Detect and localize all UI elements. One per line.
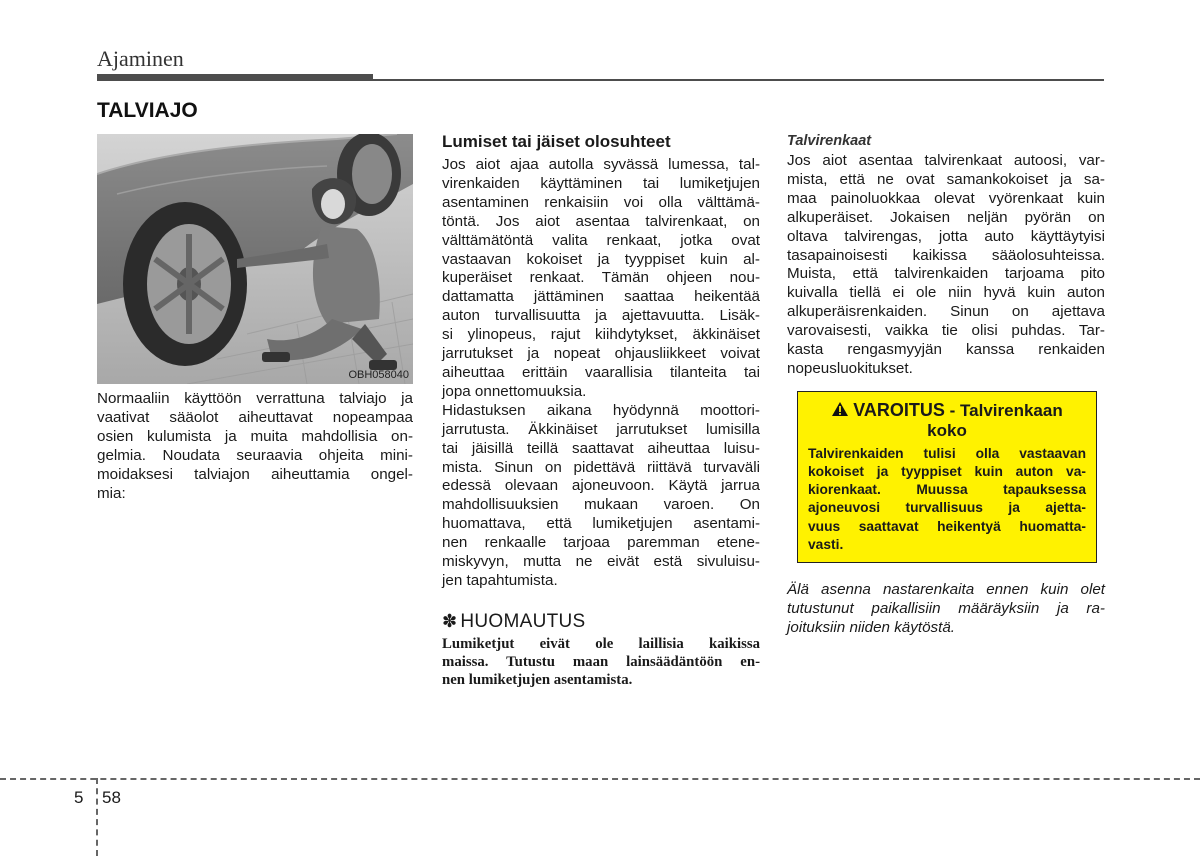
text-line: alkuperäiset. Jokaisen neljän pyörän on [787, 208, 1105, 226]
tire-illustration [97, 134, 413, 384]
studded-tires-paragraph [787, 581, 1105, 638]
text-line: joituksiin niiden käytöstä. [787, 618, 955, 636]
text-line: oltava talvirengas, jotta auto käyttäytyisi [787, 227, 1105, 245]
text-line: si ylinopeus, rajut kiihdytykset, äkkinäiset [442, 326, 760, 344]
text-line: jarrutukset ja nopeat ohjausliikkeet voivat [442, 345, 760, 363]
winter-tires-heading: Talvirenkaat [787, 133, 872, 149]
text-line: kokoiset ja tyyppiset kuin auton va- [808, 464, 1086, 480]
text-line: jen tapahtumista. [442, 571, 558, 589]
text-line: asentaminen renkaisiin voi olla välttämä- [442, 193, 760, 211]
text-line: mia: [97, 484, 126, 502]
warning-label: VAROITUS [853, 399, 945, 420]
warning-body [808, 445, 1086, 554]
text-line: vuus saattavat heikentyä huomatta- [808, 518, 1086, 534]
text-line: Älä asenna nastarenkaita ennen kuin olet [787, 581, 1105, 599]
text-line: maa painoluokkaa olevat vyörenkaat kuin [787, 189, 1105, 207]
text-line: Jos aiot ajaa autolla syvässä lumessa, tal- [442, 156, 760, 173]
text-line: Talvirenkaiden tulisi olla vastaavan [808, 445, 1086, 461]
text-line: kuperäiset renkaat. Tämän ohjeen nou- [442, 269, 760, 287]
text-line: Muista, että talvirenkaiden tarjoama pito [787, 265, 1105, 283]
snow-ice-heading: Lumiset tai jäiset olosuhteet [442, 132, 671, 151]
text-line: ajoneuvosi turvallisuus ja ajetta- [808, 500, 1086, 516]
chapter-title: Ajaminen [97, 46, 184, 71]
winter-tires-paragraph [787, 152, 1105, 379]
warning-title [808, 400, 1086, 441]
text-line: tasapainoisesti kaikissa sääolosuhteissa. [787, 246, 1105, 264]
text-line: kuivalla tiellä ei ole niin hyvä kuin auton [787, 284, 1105, 302]
text-line: alkuperäisrenkaiden. Sinun on ajettava [787, 303, 1105, 321]
text-line: jopa onnettomuuksia. [442, 382, 587, 400]
text-line: tutustunut paikallisiin määräyksiin ja ra- [787, 600, 1105, 617]
text-line: vasti. [808, 536, 844, 552]
text-line: kiorenkaat. Muussa tapauksessa [808, 482, 1086, 498]
text-line: auton turvallisuutta ja ajettavuutta. Lisäk- [442, 307, 760, 325]
text-line: tai jäisillä teillä saattavat aiheuttaa luisu- [442, 439, 760, 457]
text-line: välttämätöntä valita renkaat, jotka ovat [442, 231, 760, 249]
warning-subject: - Talvirenkaan [944, 400, 1063, 420]
note-heading [442, 611, 760, 633]
winter-tires-column [787, 132, 1105, 638]
text-line: Hidastuksen aikana hyödynnä moottori- [442, 401, 760, 419]
text-line: nopeusluokitukset. [787, 359, 913, 377]
warning-box [797, 391, 1097, 563]
text-line: edessä olevaan ajoneuvoon. Käytä jarrua [442, 477, 760, 495]
note-heading-label: HUOMAUTUS [460, 610, 586, 632]
text-line: varovaisesti, vaikka tie olisi puhdas. Tar- [787, 322, 1105, 340]
text-line: maissa. Tutustu maan lainsäädäntöön en- [442, 653, 760, 670]
text-line: mahdollisuuksien mukaan varoen. On [442, 496, 760, 514]
text-line: virenkaiden käyttäminen tai lumiketjujen [442, 174, 760, 192]
text-line: nen renkaalle tarjoaa paremman etene- [442, 534, 760, 552]
text-line: mista. Sinun on pidettävä riittävä turvaväli [442, 458, 760, 476]
snow-ice-column [442, 132, 760, 689]
text-line: vastaavan kokoiset ja tyyppiset kuin al- [442, 250, 760, 268]
text-line: aiheuttaa erittäin vaarallisia tilanteita tai [442, 363, 760, 381]
snow-ice-paragraph [442, 156, 760, 591]
text-line: gelmia. Noudata seuraavia ohjeita mini- [97, 446, 413, 464]
text-line: dattamatta jättäminen saattaa heikentää [442, 288, 760, 306]
text-line: Normaaliin käyttöön verrattuna talviajo ja [97, 390, 413, 407]
figure-code: OBH058040 [348, 369, 409, 381]
text-line: huomattava, että lumiketjujen asentami- [442, 515, 760, 533]
text-line: miskyvyn, mutta ne eivät estä sivuluisu- [442, 553, 760, 571]
text-line: moidaksesi talviajon aiheuttamia ongel- [97, 465, 413, 483]
text-line: Lumiketjut eivät ole laillisia kaikissa [442, 635, 760, 652]
chapter-number: 5 [74, 788, 84, 807]
section-title: TALVIAJO [97, 99, 198, 122]
intro-paragraph [97, 390, 413, 503]
text-line: nen lumiketjujen asentamista. [442, 671, 633, 688]
text-line: mista, että ne ovat samankokoiset ja sa- [787, 170, 1105, 188]
text-line: vaativat sääolot aiheuttavat nopeampaa [97, 408, 413, 426]
warning-subject-line2: koko [927, 420, 967, 440]
header-rule-thin [97, 79, 1104, 81]
text-line: töntä. Jos aiot asentaa talvirenkaat, on [442, 212, 760, 230]
tire-illustration-drawing [97, 134, 413, 384]
text-line: jarrutusta. Äkkinäiset jarrutukset lumisilla [442, 420, 760, 438]
footer-vertical-divider [96, 778, 98, 856]
warning-triangle-icon [831, 401, 849, 417]
note-body [442, 635, 760, 689]
page-number: 58 [102, 788, 121, 807]
text-line: Jos aiot asentaa talvirenkaat autoosi, var- [787, 152, 1105, 169]
asterisk-icon: ✽ [442, 610, 458, 631]
text-line: osien kulumista ja muita mahdollisia on- [97, 427, 413, 445]
footer-divider [0, 778, 1200, 780]
text-line: kasta rengasmyyjän kanssa renkaiden [787, 341, 1105, 359]
